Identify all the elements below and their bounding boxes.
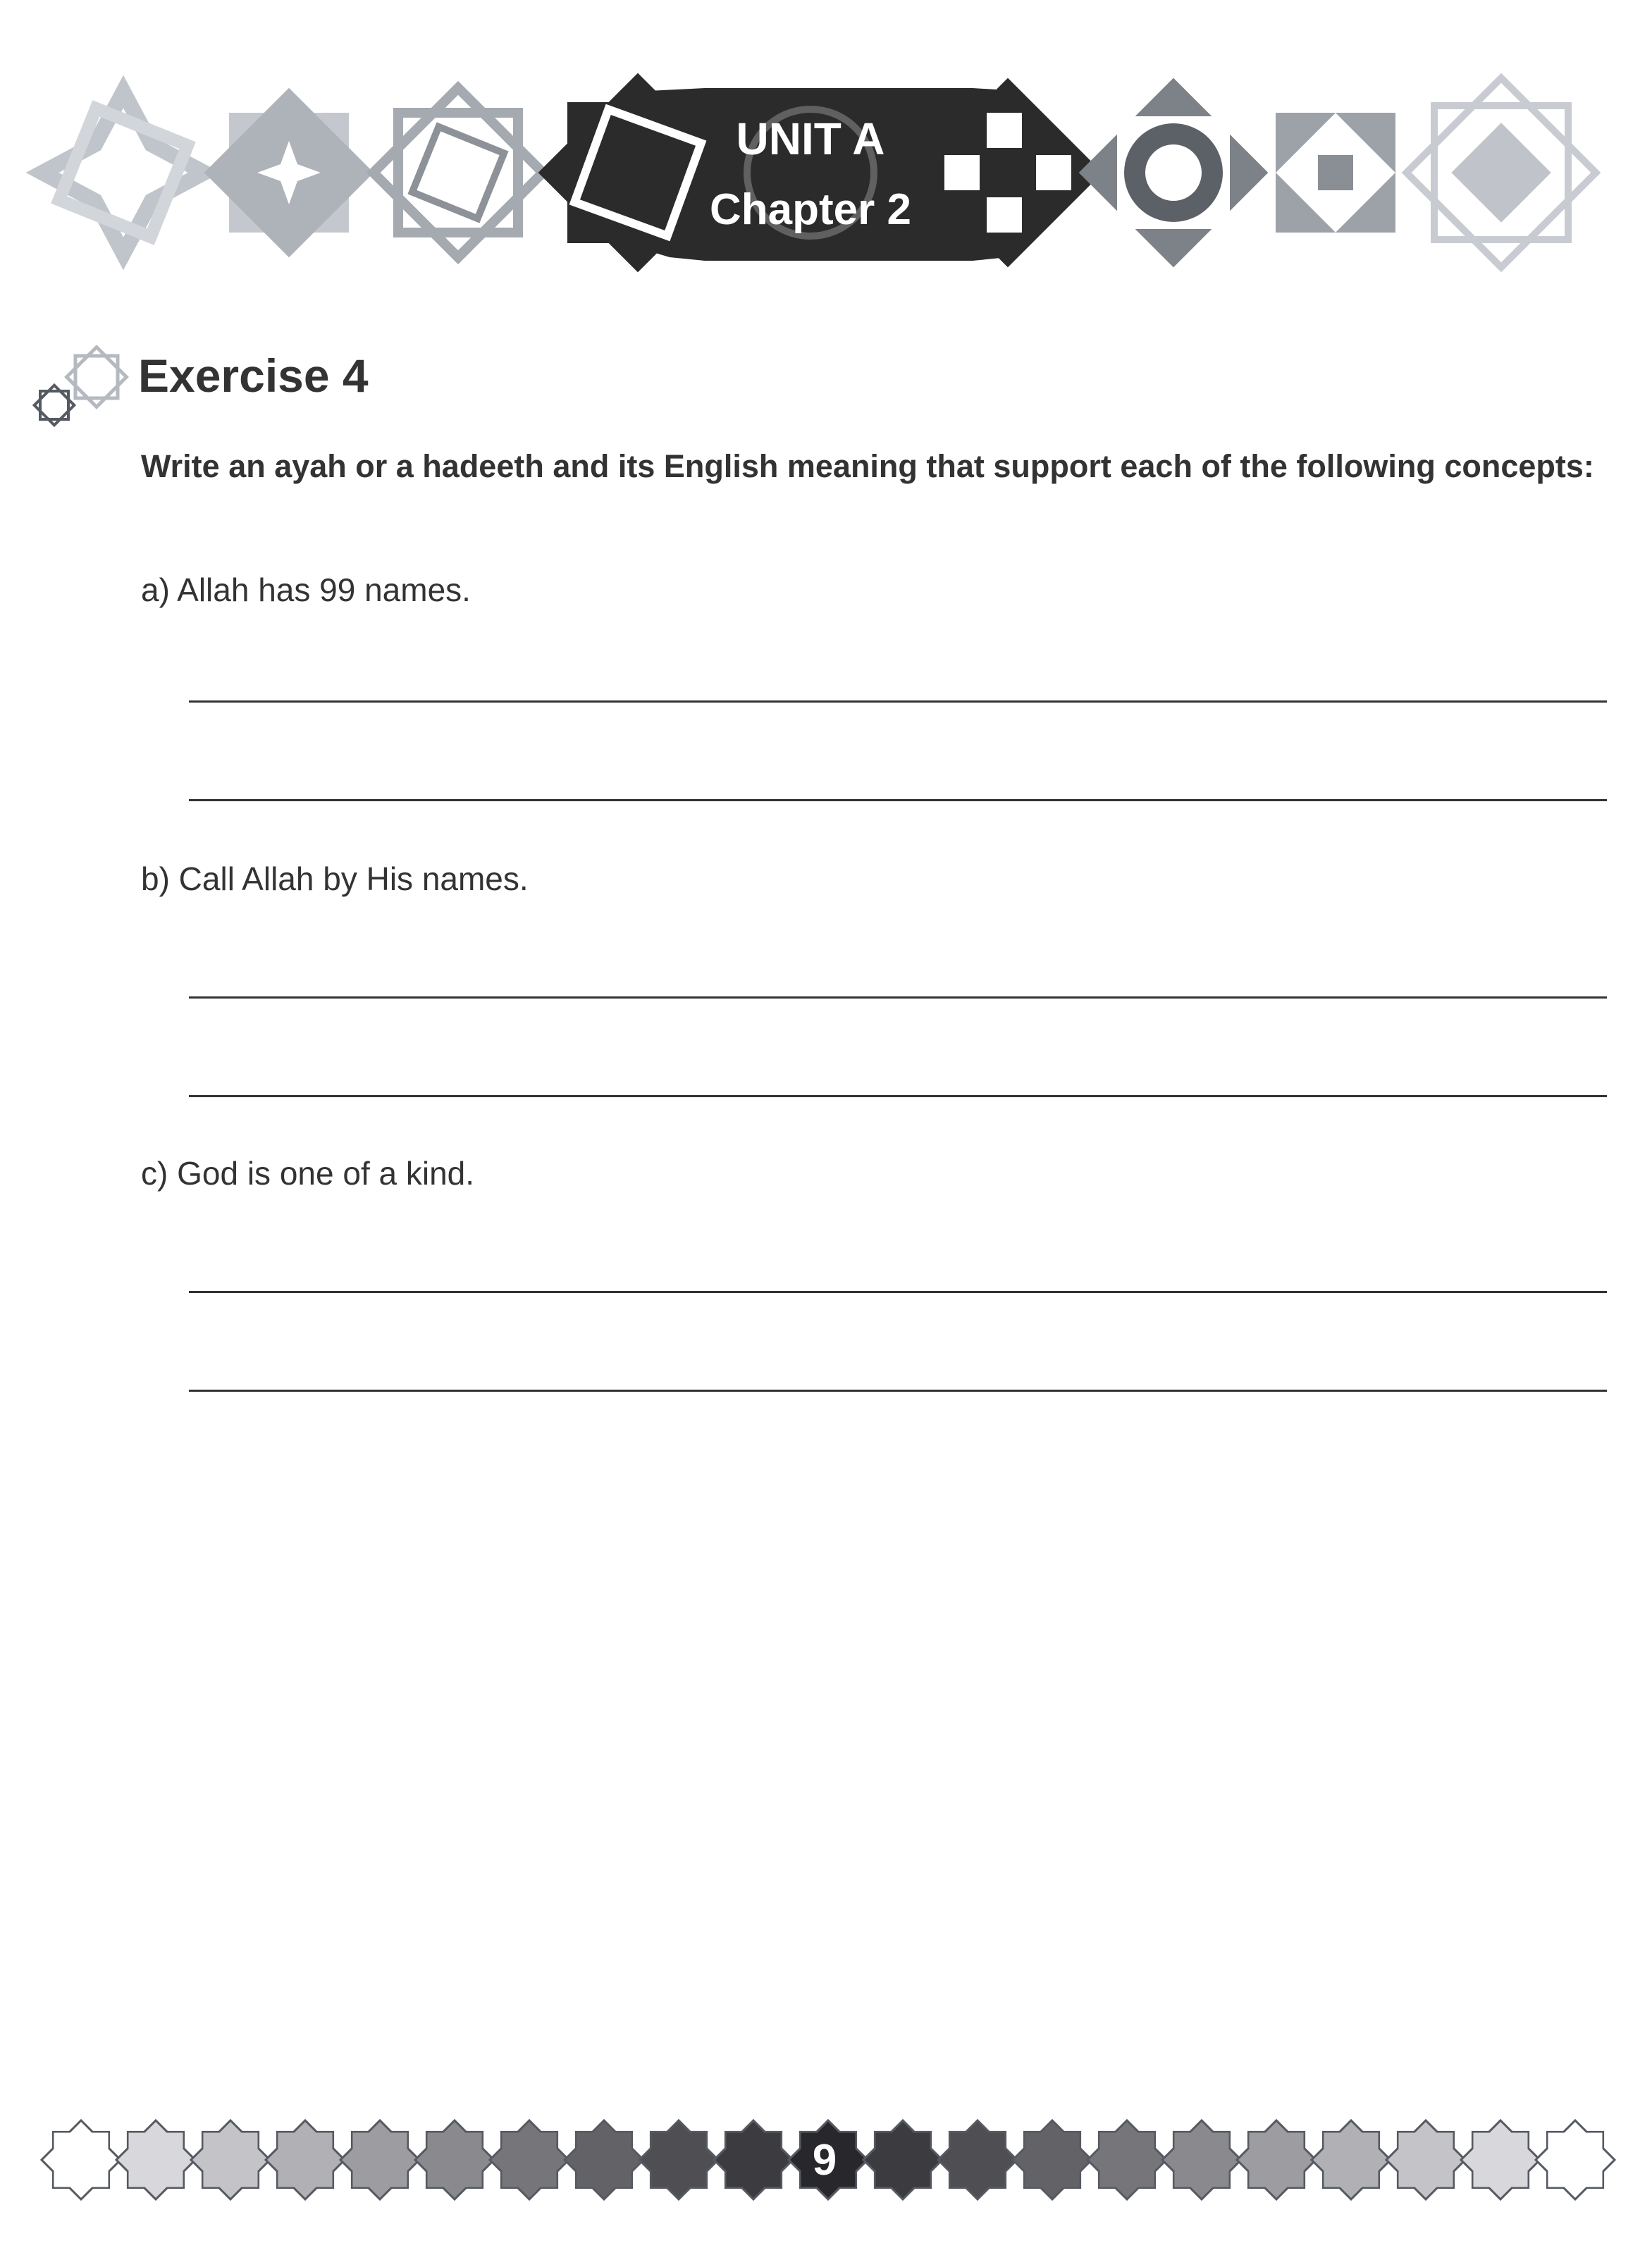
- footer-star-icon: [1461, 2120, 1540, 2199]
- footer-star-icon: [1536, 2120, 1615, 2199]
- exercise-instruction: Write an ayah or a hadeeth and its English meaning that support each of the following concepts:: [141, 448, 1594, 484]
- page-number: 9: [812, 2136, 837, 2185]
- chapter-label: Chapter 2: [710, 185, 911, 234]
- footer-star-icon: [1162, 2120, 1241, 2199]
- answer-line-b1[interactable]: [189, 996, 1607, 999]
- footer-star-icon: [266, 2120, 345, 2199]
- exercise-star-icon: [32, 345, 130, 430]
- footer-star-icon: [714, 2120, 793, 2199]
- star-ornament-icon: [1407, 78, 1596, 268]
- question-c: c) God is one of a kind.: [141, 1155, 475, 1192]
- footer-star-icon: [490, 2120, 569, 2199]
- footer-star-icon: [1087, 2120, 1166, 2199]
- footer-star-icon: [1237, 2120, 1316, 2199]
- footer-star-icon: [191, 2120, 270, 2199]
- unit-label: UNIT A: [736, 113, 885, 164]
- answer-line-b2[interactable]: [189, 1095, 1607, 1097]
- question-a: a) Allah has 99 names.: [141, 572, 471, 608]
- answer-line-c2[interactable]: [189, 1390, 1607, 1392]
- answer-line-a1[interactable]: [189, 700, 1607, 703]
- star-ornament-icon: [1079, 78, 1269, 268]
- exercise-title: Exercise 4: [138, 350, 369, 402]
- footer-star-icon: [116, 2120, 195, 2199]
- header-banner: [0, 0, 1652, 296]
- footer-star-icon: [415, 2120, 494, 2199]
- footer-star-icon: [42, 2120, 121, 2199]
- star-ornament-icon: [374, 88, 543, 257]
- question-b: b) Call Allah by His names.: [141, 860, 529, 897]
- star-ornament-icon: [538, 73, 738, 273]
- star-ornament-icon: [42, 92, 204, 254]
- footer-star-icon: [565, 2120, 643, 2199]
- footer-star-icon: [938, 2120, 1017, 2199]
- footer-star-icon: [1386, 2120, 1465, 2199]
- footer-star-icon: [639, 2120, 718, 2199]
- footer-star-icon: [1013, 2120, 1092, 2199]
- footer-star-icon: [863, 2120, 942, 2199]
- star-ornament-icon: [204, 88, 374, 257]
- footer-star-icon: [340, 2120, 419, 2199]
- footer-star-icon: [1312, 2120, 1391, 2199]
- star-ornament-icon: [1276, 113, 1395, 233]
- answer-line-a2[interactable]: [189, 799, 1607, 801]
- answer-line-c1[interactable]: [189, 1291, 1607, 1293]
